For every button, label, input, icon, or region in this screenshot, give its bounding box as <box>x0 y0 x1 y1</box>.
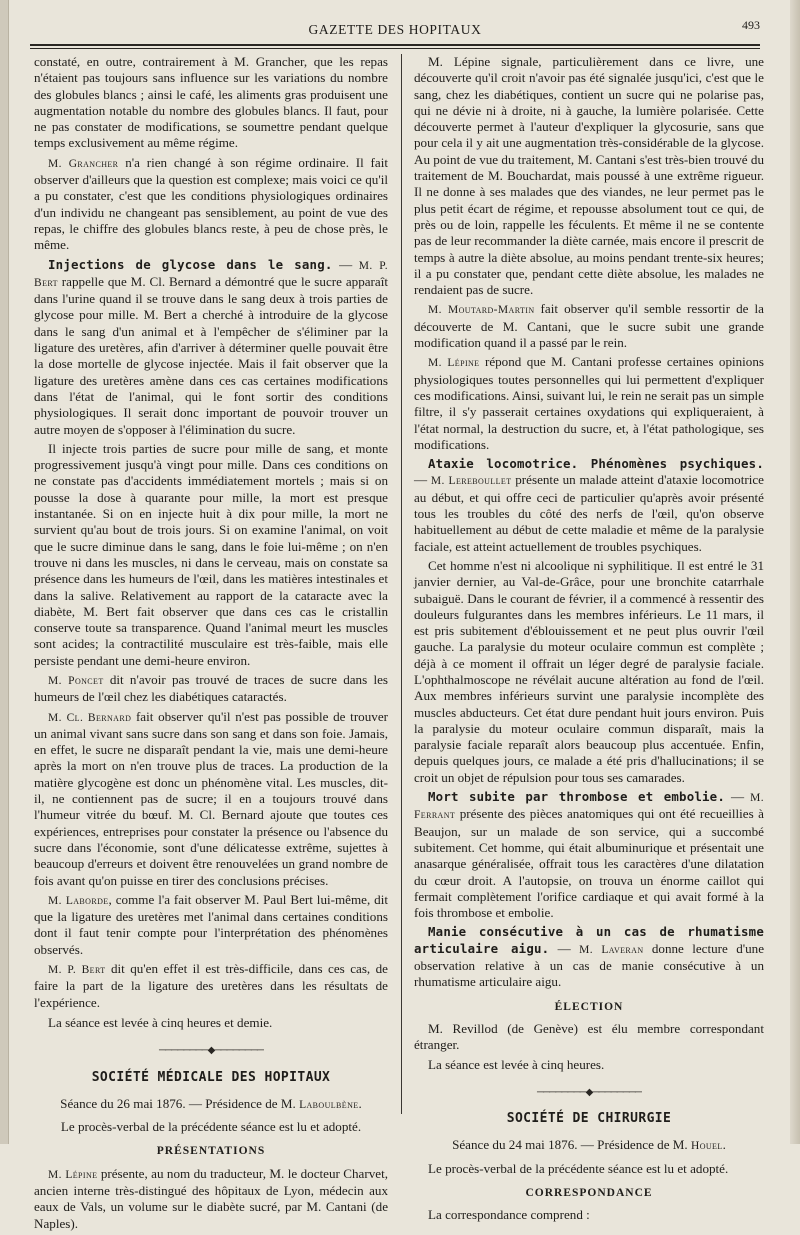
speaker-name: M. Lépine <box>428 357 480 370</box>
session-closing: La séance est levée à cinq heures et demie. <box>48 1014 273 1030</box>
dash: — <box>725 789 751 805</box>
session-closing: La séance est levée à cinq heures. <box>428 1056 605 1072</box>
speaker-name: M. Grancher <box>48 157 119 170</box>
period: . <box>358 1095 362 1111</box>
speaker-name: M. P. Bert <box>48 964 106 977</box>
minutes-line: Le procès-verbal de la précédente séance est lu et adopté. <box>428 1160 729 1176</box>
article-heading: Mort subite par thrombose et embolie. <box>428 789 726 805</box>
session-date: Séance du 26 mai 1876. — Présidence de M. <box>60 1095 300 1111</box>
session-line <box>34 1096 388 1113</box>
president-name: Houel <box>690 1140 723 1153</box>
section-title: SOCIÉTÉ MÉDICALE DES HOPITAUX <box>91 1069 331 1085</box>
minutes-line: Le procès-verbal de la précédente séance est lu et adopté. <box>60 1119 362 1135</box>
paragraph <box>34 672 388 706</box>
dash: — <box>549 940 580 956</box>
period: . <box>722 1137 726 1153</box>
speaker-name: M. Lereboullet <box>430 475 512 488</box>
paragraph <box>34 257 388 438</box>
page-edge-right <box>790 0 800 1144</box>
paragraph <box>34 709 388 889</box>
paragraph-text: , comme l'a fait observer M. Paul Bert lui-même, dit que la ligature des uretères met l'animal dans certaines conditions dont il faut tenir compte pour l'interprétation des phénomènes observés. <box>34 891 389 957</box>
speaker-name: M. Laborde <box>48 894 109 907</box>
paragraph <box>414 301 764 351</box>
paragraph-text: donne lecture d'une observation relative à un cas de manie consécutive à un rhumatisme articulaire aigu. <box>414 940 765 990</box>
speaker-name: M. Poncet <box>48 674 104 687</box>
subsection-title: ÉLECTION <box>554 1000 624 1013</box>
paragraph <box>34 1166 388 1232</box>
running-head: GAZETTE DES HOPITAUX <box>308 22 482 37</box>
speaker-name: M. Ferrant <box>414 792 764 822</box>
right-column <box>414 54 764 1227</box>
paragraph: La correspondance comprend : <box>428 1207 590 1223</box>
subsection-title: CORRESPONDANCE <box>525 1187 653 1199</box>
subsection-title: PRÉSENTATIONS <box>156 1145 266 1158</box>
article-heading: Injections de glycose dans le sang. <box>48 256 333 272</box>
paragraph-text: n'a rien changé à son régime ordinaire. Il fait observer d'ailleurs que la question est complexe; mais voici ce qu'il a pu constater, c'est que les conditions physiologiques ordinaires d'un individu ne changeant pas sensiblement, au point de vue des repas, le chiffre des globules blancs reste, à peu de chose près, le même. <box>34 154 388 253</box>
left-column <box>34 54 388 1235</box>
paragraph-text: dit qu'en effet il est très-difficile, dans ces cas, de faire la part de la ligature des uretères dans les résultats de l'expérience. <box>34 961 388 1010</box>
section-title: SOCIÉTÉ DE CHIRURGIE <box>506 1111 672 1127</box>
page-number: 493 <box>742 18 760 32</box>
page-edge-left <box>0 0 9 1144</box>
dash: — <box>414 472 431 488</box>
speaker-name: M. Lépine <box>48 1168 98 1181</box>
paragraph-text: répond que M. Cantani professe certaines opinions physiologiques toutes personnelles qui lui permettent d'expliquer ces modifications. Ainsi, suivant lui, le rein ne serait pas un simple filtre, il s'y passerait certaines oxydations qui expliqueraient, à l'état normal, la destruction du sucre, et, à l'état pathologique, ses modifications. <box>414 354 765 452</box>
paragraph: Cet homme n'est ni alcoolique ni syphilitique. Il est entré le 31 janvier dernier, au Val-de-Grâce, pour une bronchite catarrhale subaiguë. Dans le courant de février, il a commencé à ressentir des douleurs fulgurantes dans les membres inférieurs. Le 11 mars, il est pris subitement d'éblouissement et ne peut plus ouvrir l'œil gauche. La paralysie du moteur oculaire commun est complète ; déjà à ce moment il offrait un léger degré de paralysie faciale. L'ophthalmoscope ne révélait aucune altération au fond de l'œil. Aux membres inférieurs survint une paralysie incomplète des muscles abducteurs. Cet état dure pendant huit jours environ. Puis la paralysie du moteur oculaire commun disparaît, mais la paralysie faciale reparaît alors beaucoup plus accentuée. Enfin, depuis quelques jours, ce malade a été pris d'hallucinations; il se croit un objet de répulsion pour tous ses camarades. <box>414 557 764 785</box>
paragraph-text: présente des pièces anatomiques qui ont été recueillies à Beaujon, sur un malade de son service, qui a succombé subitement. Cet homme, qui était albuminurique et présentait une anasarque généralisée, offrait tous les caractères d'une dilatation du cœur droit. A l'autopsie, on trouva un énorme caillot qui fermait complètement l'orifice cardiaque et qui avait formé à la fois thrombose et embolie. <box>414 806 764 921</box>
paragraph <box>414 456 764 555</box>
paragraph-text: fait observer qu'il n'est pas possible de trouver un animal vivant sans sucre dans son sang et dans son foie. Jamais, en effet, le sucre ne disparaît pendant la vie, mais une demi-heure après la mort on n'en trouve plus de traces. La production de la matière glycogène est donc un phénomène vital. Les muscles, dit-il, ne contiennent pas de sucre; il en a toujours trouvé dans l'humeur vitrée du bœuf. M. Cl. Bernard ajoute que toutes ces expériences, entreprises pour constater la présence ou l'absence du sucre dans l'économie, sont d'une délicatesse extrême, sujettes à beaucoup d'erreurs et doivent être renouvelées un grand nombre de fois avant qu'on puisse en tirer des conclusions précises. <box>34 708 388 888</box>
speaker-name: M. P. Bert <box>34 259 389 289</box>
paragraph: M. Lépine signale, particulièrement dans ce livre, une découverte qu'il croit n'avoir pas été signalée jusqu'ici, c'est que le sang, chez les diabétiques, contient un sucre qui ne polarise pas, qui ne dévie ni à droite, ni à gauche, la lumière polarisée. Cette découverte permet à l'auteur d'expliquer la glycosurie, sans que pour cela il y ait une augmentation très-considérable de la glycose. Au point de vue du traitement, M. Cantani s'est très-bien trouvé du traitement de M. Bouchardat, mais poussé à une extrême rigueur. Il ne donne à ses malades que des viandes, ne leur permet pas le plus petit écart de régime, et repousse absolument tout ce qui, de près ou de loin, rappelle les féculents. Et même il ne se contente pas de leur recommander la diète carnée, mais encore il prescrit de temps à autre la diète absolue, au moins pendant trente-six heures; il a pu constater que, pendant cette diète absolue, les malades ne rendaient pas de sucre. <box>414 54 764 298</box>
paragraph <box>414 924 764 990</box>
paragraph-text: dit n'avoir pas trouvé de traces de sucre dans les humeurs de l'œil chez les diabétiques cataractés. <box>34 671 388 705</box>
column-divider <box>401 54 402 1114</box>
speaker-name: M. Moutard-Martin <box>428 304 535 317</box>
header-rule <box>30 44 760 46</box>
article-heading: Manie consécutive à un cas de rhumatisme articulaire aigu. <box>414 924 764 956</box>
paragraph: constaté, en outre, contrairement à M. Grancher, que les repas n'étaient pas toujours sans influence sur les variations du nombre des globules blancs ; ainsi le café, les aliments gras produisent une augmentation notable du nombre des globules blancs. Il faut, pour ne pas constater de modifications, se soumettre pendant quelque temps exclusivement au même régime. <box>34 54 388 151</box>
paragraph <box>414 789 764 921</box>
section-ornament: ────────◆──────── <box>158 1045 264 1057</box>
speaker-name: M. Cl. Bernard <box>48 711 132 724</box>
section-ornament: ────────◆──────── <box>536 1086 642 1098</box>
president-name: Laboulbène <box>299 1098 359 1111</box>
paragraph-text: présente, au nom du traducteur, M. le docteur Charvet, ancien interne très-distingué des hôpitaux de Lyon, médecin aux eaux de Vals, un volume sur le diabète sucré, par M. Cantani (de Naples). <box>34 1165 389 1231</box>
paragraph-text: fait observer qu'il semble ressortir de la découverte de M. Cantani, que le sucre subit une grande modification quand il a passé par le rein. <box>414 301 764 351</box>
dash: — <box>332 256 359 272</box>
paragraph-text: rappelle que M. Cl. Bernard a démontré que le sucre apparaît dans l'urine quand il se trouve dans le sang deux à trois parties de glycose pour mille. M. Bert a cherché à introduire de la glycose dans le sang d'un animal et à l'empêcher de s'éliminer par la ligature des uretères, afin d'arriver à déterminer quelle pouvait être la dose mortelle de glycose injectée. Mais il fait observer que la ligature des uretères amène dans ces cas certaines modifications dans l'état de l'animal, qui le font sortir des conditions physiologiques. Il serait donc important de pouvoir trouver un autre moyen de s'opposer à l'élimination du sucre. <box>34 273 388 437</box>
paragraph <box>34 892 388 958</box>
header-rule-thin <box>30 48 760 49</box>
session-date: Séance du 24 mai 1876. — Présidence de M. <box>452 1137 691 1153</box>
article-heading: Ataxie locomotrice. Phénomènes psychiques. <box>428 456 764 472</box>
page-header <box>30 14 760 44</box>
speaker-name: M. Laveran <box>579 943 644 956</box>
paragraph-text: présente un malade atteint d'ataxie locomotrice au début, et qui offre ceci de particulier qu'après avoir présenté tous les troubles du côté des nerfs de l'œil, qu'on observe habituellement au début de cette maladie et même de la paralysie faciale, est atteint actuellement de troubles psychiques. <box>414 472 764 554</box>
paragraph <box>34 961 388 1011</box>
paragraph <box>414 354 764 453</box>
session-line <box>414 1137 764 1154</box>
paragraph <box>34 155 388 254</box>
paragraph: M. Revillod (de Genève) est élu membre correspondant étranger. <box>414 1020 764 1053</box>
paragraph: Il injecte trois parties de sucre pour mille de sang, et monte progressivement jusqu'à vingt pour mille. Dans ces conditions on ne constate pas d'accidents immédiatement mortels ; mais si on pousse la dose à quarante pour mille, la mort est presque instantanée. Si on en injecte huit à dix pour mille, la mort ne survient qu'au bout de trois jours. Si on examine l'animal, on voit que le sucre diminue dans le sang, dans le foie lui-même ; on n'en trouve ni dans les muscles, ni dans le cerveau, mais on constate sa présence dans les humeurs de l'œil, dans les matières intestinales et dans la salive. Relativement au rapport de la cataracte avec la diabète, M. Bert fait observer que dans ces cas le cristallin conserve toute sa transparence. Quand l'animal meurt les muscles sont acides; la contractilité musculaire est très-faible, mais elle persiste pendant une demi-heure environ. <box>34 440 388 668</box>
